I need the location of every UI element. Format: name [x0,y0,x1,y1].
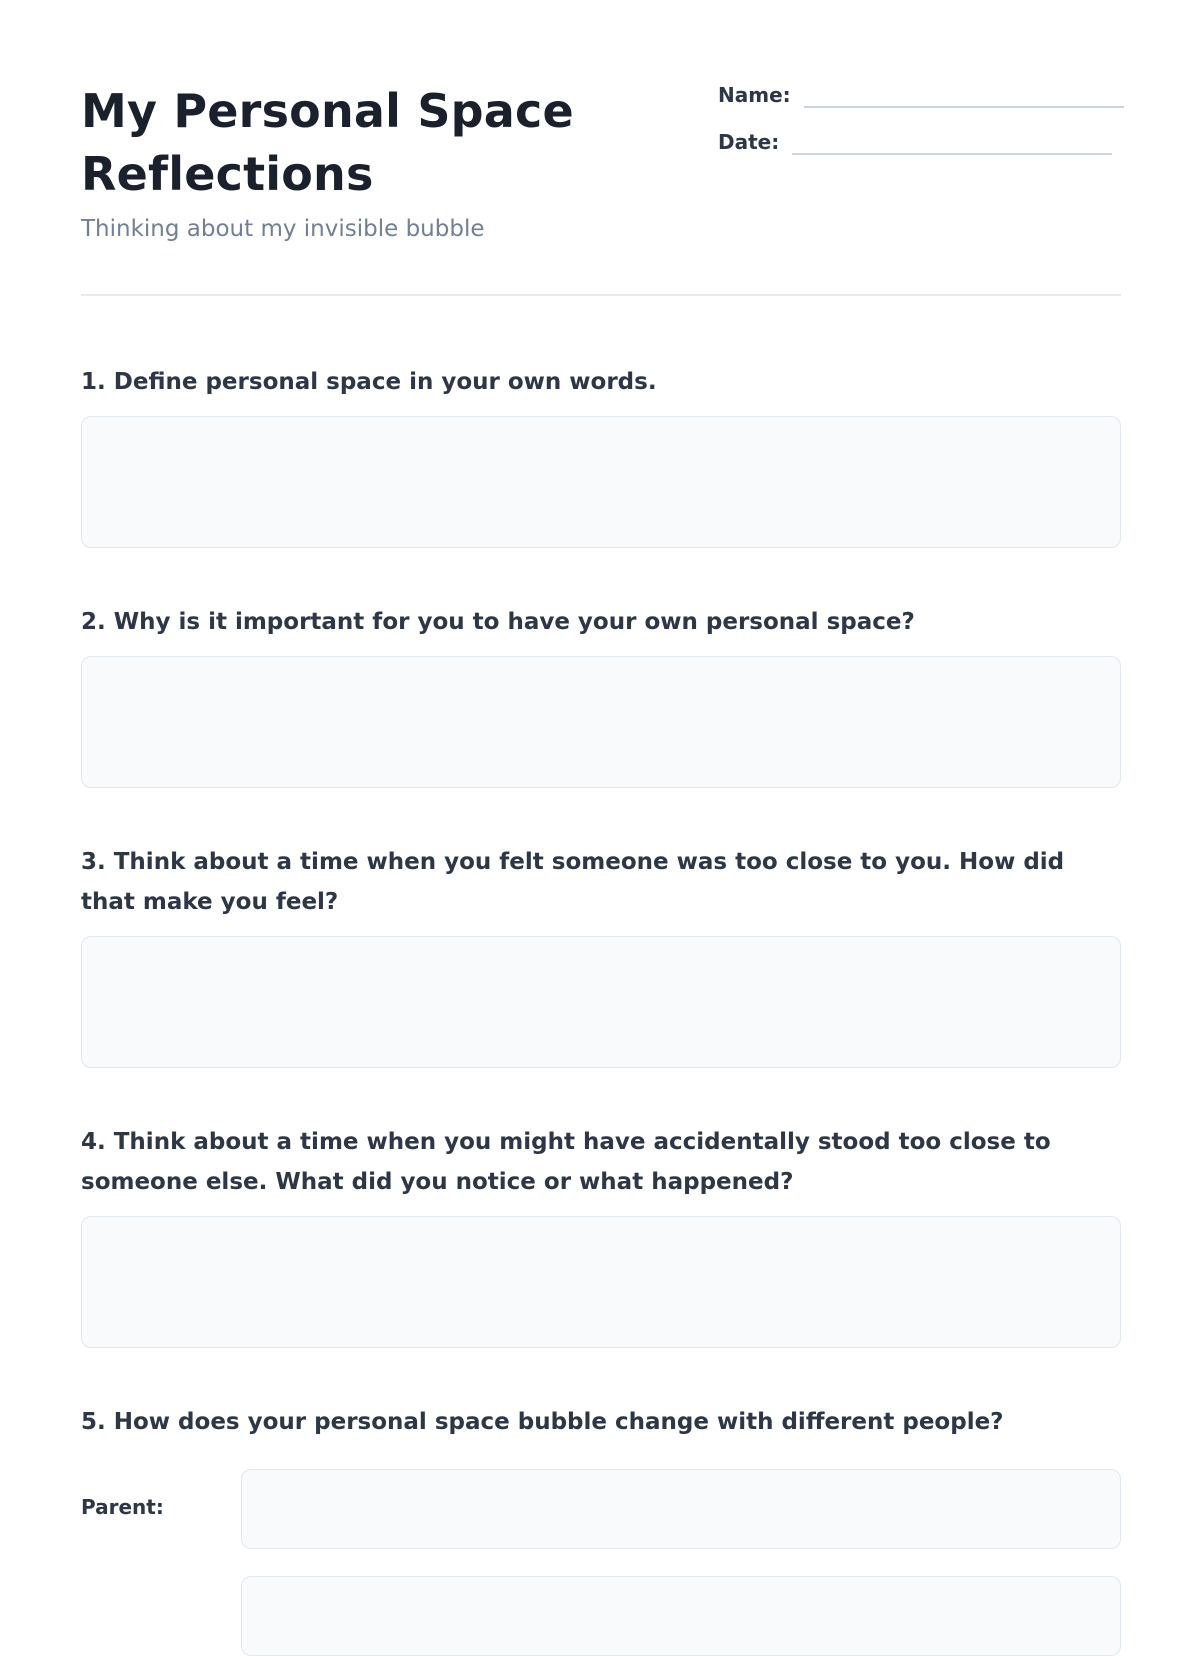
answer-box-3[interactable] [81,936,1121,1068]
answer-box-1[interactable] [81,416,1121,548]
worksheet-header [81,0,1121,296]
answer-box-parent[interactable] [241,1469,1121,1549]
person-label-parent: Parent: [81,1495,164,1519]
worksheet-page [81,0,1121,1519]
answer-box-2[interactable] [81,656,1121,788]
answer-box-4[interactable] [81,1216,1121,1348]
page-title: My Personal Space Reflections [81,84,574,201]
name-field[interactable] [804,82,1124,108]
question-1: 1. Define personal space in your own words. [81,369,657,395]
question-4: 4. Think about a time when you might have accidentally stood too close to someone else. What did you notice or what happened? [81,1129,1051,1195]
date-field[interactable] [792,129,1112,155]
question-5: 5. How does your personal space bubble change with different people? [81,1409,1004,1435]
date-label: Date: [718,130,780,154]
answer-box-next-person[interactable] [241,1576,1121,1656]
question-2: 2. Why is it important for you to have your own personal space? [81,609,915,635]
page-subtitle: Thinking about my invisible bubble [81,216,485,242]
name-row [718,82,1124,108]
question-3: 3. Think about a time when you felt someone was too close to you. How did that make you feel? [81,849,1065,915]
name-label: Name: [718,83,791,107]
date-row [718,129,1112,155]
